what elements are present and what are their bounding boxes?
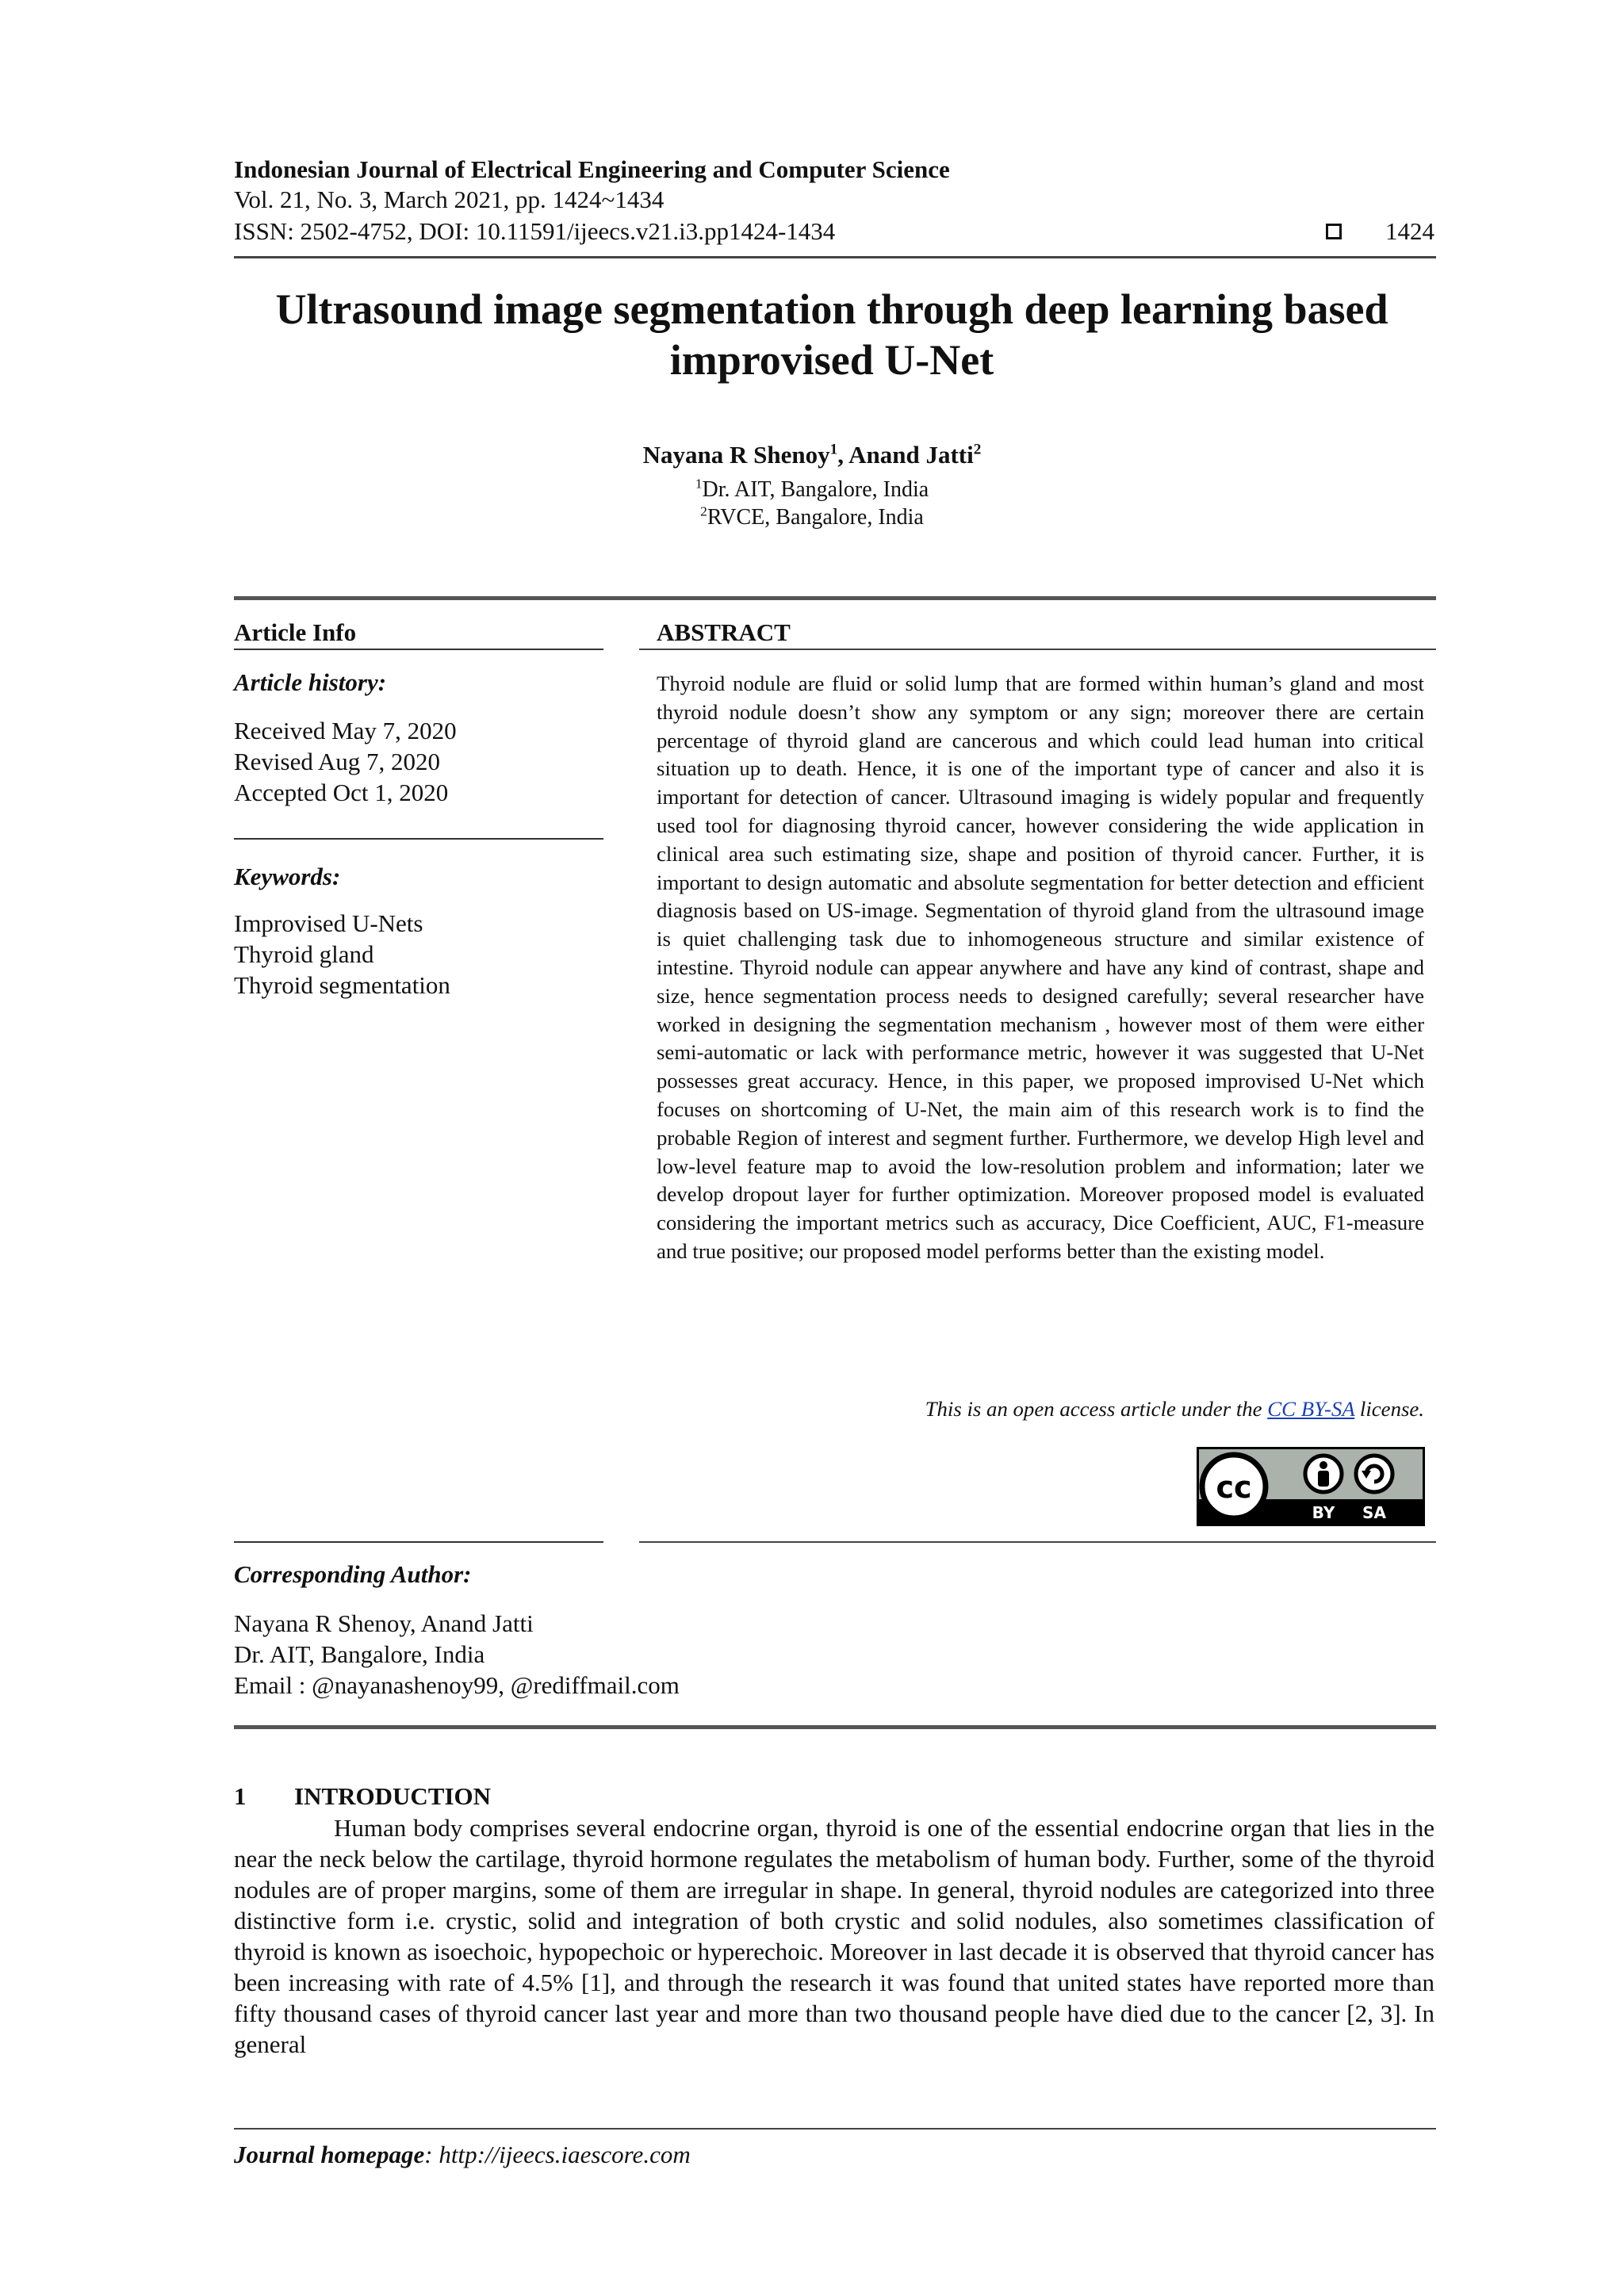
footer-rule [234,2128,1436,2130]
corresponding-author-details [234,1608,680,1701]
affiliation [0,505,1624,530]
title-line-2: improvised U-Net [669,336,994,384]
corresponding-affiliation: Dr. AIT, Bangalore, India [234,1640,485,1668]
affiliation-text: Dr. AIT, Bangalore, India [702,477,929,502]
section-number: 1 [234,1782,247,1810]
author-separator: , [837,441,849,469]
share-alike-icon [1356,1456,1392,1492]
page-number: 1424 [1385,217,1434,245]
author-name: Anand Jatti [848,441,974,469]
article-history [234,715,603,808]
author-name: Nayana R Shenoy [642,441,830,469]
open-access-suffix: license. [1354,1397,1424,1421]
badge-by-label: BY [1312,1503,1335,1522]
abstract-rule [639,649,1436,650]
square-bullet-icon [1326,224,1342,239]
open-access-notice [657,1397,1424,1422]
header-rule [234,256,1436,258]
affiliation [0,477,1624,503]
corresponding-email: Email : @nayanashenoy99, @rediffmail.com [234,1671,680,1699]
info-box-bottom-rule [234,1725,1436,1729]
keywords-rule [234,838,603,840]
volume-info: Vol. 21, No. 3, March 2021, pp. 1424~1434 [234,186,665,213]
revised-date: Revised Aug 7, 2020 [234,748,441,775]
title-line-1: Ultrasound image segmentation through deep learning based [275,285,1388,333]
accepted-date: Accepted Oct 1, 2020 [234,779,449,806]
received-date: Received May 7, 2020 [234,717,457,744]
journal-name: Indonesian Journal of Electrical Engineering and Computer Science [234,155,950,183]
abstract-heading: ABSTRACT [657,618,791,646]
cc-by-sa-badge [1197,1447,1425,1526]
keyword: Improvised U-Nets [234,909,423,937]
abstract-bottom-rule [639,1541,1436,1543]
affiliation-mark: 2 [700,503,707,519]
introduction-text: Human body comprises several endocrine organ, thyroid is one of the essential endocrine organ that lies in the near the neck below the cartilage, thyroid hormone regulates the metabolism of human body. Further, some of the thyroid nodules are of proper margins, some of them are irregular in shape. In general, thyroid nodules are categorized into three distinctive form i.e. crystic, solid and integration of both crystic and solid nodules, also sometimes classification of thyroid is known as isoechoic, hypopechoic or hyperechoic. Moreover in last decade it is observed that thyroid cancer has been increasing with rate of 4.5% [1], and through the research it was found that united states have reported more than fifty thousand cases of thyroid cancer last year and more than two thousand people have died due to the cancer [2, 3]. In general [234,1814,1434,2058]
keywords-label: Keywords: [234,863,341,890]
info-box-top-rule [234,596,1436,600]
author-list [0,441,1624,469]
badge-sa-label: SA [1362,1503,1386,1522]
abstract-text: Thyroid nodule are fluid or solid lump that are formed within human’s gland and most thyroid nodule doesn’t show any symptom or any sign; moreover there are certain percentage of thyroid gland are cancerous and which could lead human into critical situation up to death. Hence, it is one of the important type of cancer and also it is important for detection of cancer. Ultrasound imaging is widely popular and frequently used tool for diagnosing thyroid cancer, however considering the wide application in clinical area such estimating size, shape and position of thyroid cancer. Further, it is important to design automatic and absolute segmentation for better detection and efficient diagnosis based on US-image. Segmentation of thyroid gland from the ultrasound image is quiet challenging task due to inhomogeneous structure and similar existence of intestine. Thyroid nodule can appear anywhere and have any kind of contrast, shape and size, hence segmentation process needs to designed carefully; several researcher have worked in designing the segmentation mechanism , however most of them were either semi-automatic or lack with performance metric, however it was suggested that U-Net possesses great accuracy. Hence, in this paper, we proposed improvised U-Net which focuses on shortcoming of U-Net, the main aim of this research work is to find the probable Region of interest and segment further. Furthermore, we develop High level and low-level feature map to avoid the low-resolution problem and information; later we develop dropout layer for further optimization. Moreover proposed model is evaluated considering the important metrics such as accuracy, Dice Coefficient, AUC, F1-measure and true positive; our proposed model performs better than the existing model. [657,672,1424,1263]
keywords-list [234,908,603,1001]
attribution-head [1320,1461,1327,1469]
affiliation-mark: 1 [695,476,703,492]
section-title: INTRODUCTION [294,1782,492,1810]
homepage-separator: : [424,2141,439,2168]
attribution-body [1318,1471,1329,1487]
homepage-label: Journal homepage [234,2141,425,2168]
keyword: Thyroid gland [234,940,374,968]
issn-doi: ISSN: 2502-4752, DOI: 10.11591/ijeecs.v21.i3.pp1424-1434 [234,217,836,245]
article-info-heading: Article Info [234,618,357,646]
keyword: Thyroid segmentation [234,971,450,999]
cc-by-sa-link[interactable]: CC BY-SA [1267,1397,1355,1421]
journal-homepage [234,2141,691,2169]
article-info-rule [234,649,603,650]
article-history-label: Article history: [234,668,387,696]
open-access-prefix: This is an open access article under the [925,1397,1268,1421]
author-affil-mark: 1 [829,441,838,458]
corresponding-names: Nayana R Shenoy, Anand Jatti [234,1609,534,1637]
paper-title [198,284,1465,385]
cc-letters: cc [1216,1470,1252,1505]
left-column-bottom-rule [234,1541,603,1543]
corresponding-author-heading: Corresponding Author: [234,1560,472,1588]
affiliation-text: RVCE, Bangalore, India [707,505,924,530]
author-affil-mark: 2 [973,441,982,458]
homepage-url[interactable]: http://ijeecs.iaescore.com [439,2141,691,2168]
introduction-heading [234,1782,491,1811]
